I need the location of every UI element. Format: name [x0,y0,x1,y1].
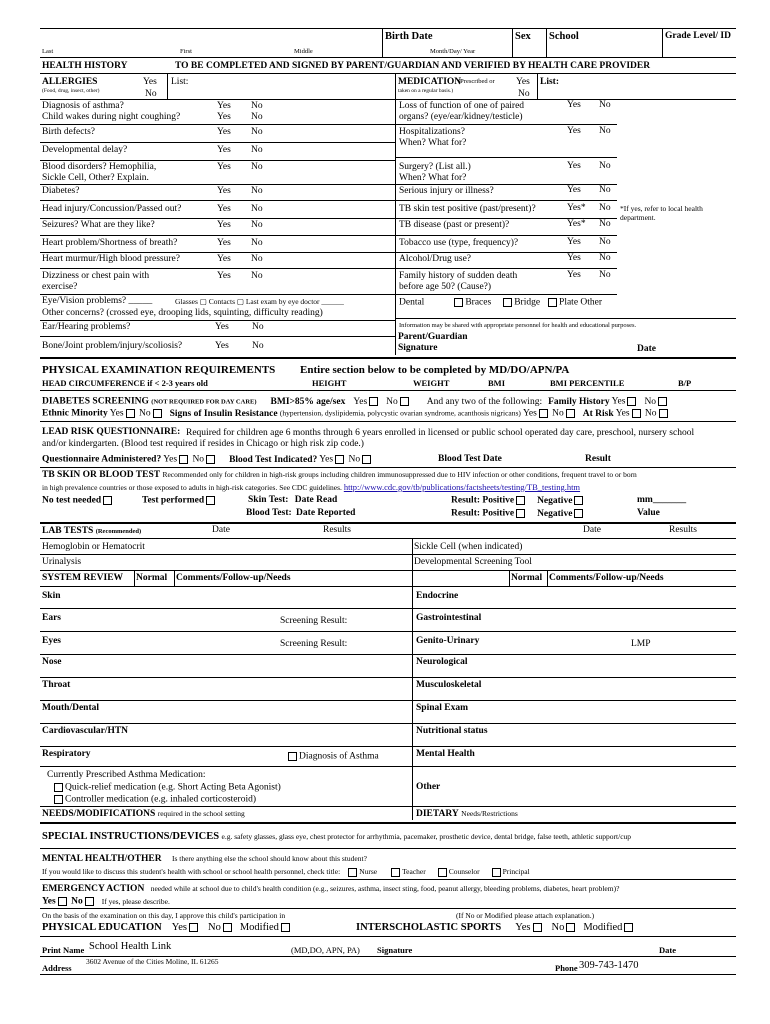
history-yes: Yes [567,161,581,171]
school-label: School [549,31,579,42]
history-no: No [599,203,611,213]
nurse-box[interactable] [348,868,357,877]
bmi85-yes-box[interactable] [369,397,378,406]
history-question: TB skin test positive (past/present)? [399,204,536,214]
history-question: Birth defects? [42,127,96,137]
allergies-sub: (Food, drug, insect, other) [42,88,100,94]
history-no: No [599,161,611,171]
history-no: No [251,220,263,230]
comments-header-2: Comments/Follow-up/Needs [549,573,664,583]
ethnic-row: Ethnic Minority Yes No Signs of Insulin Resistance (hypertension, dyslipidemia, polycystic ovarian syndrome, acanthosis nigricans) Yes No At Risk Yes No [42,409,670,419]
history-question: Loss of function of one of paired organs? (eye/ear/kidney/testicle) [399,101,525,122]
ethnic-no-box[interactable] [153,409,162,418]
q-admin-no-box[interactable] [206,455,215,464]
emergency-row2: Yes No If yes, please describe. [42,896,170,907]
history-question: Heart problem/Shortness of breath? [42,238,178,248]
performed-box[interactable] [206,496,215,505]
system-item: Gastrointestinal [416,613,482,623]
principal-box[interactable] [492,868,501,877]
bmi-pct-label: BMI PERCENTILE [550,378,625,388]
no-test-box[interactable] [103,496,112,505]
history-yes: Yes [217,220,231,230]
blood-test-date-label: Blood Test Date [438,454,502,464]
med-no: No [518,89,530,99]
risk-no-box[interactable] [659,409,668,418]
eye-options: Glasses ▢ Contacts ▢ Last exam by eye doctor ______ [175,297,344,306]
history-yes: Yes [217,127,231,137]
print-name-label: Print Name [42,945,85,955]
medication-sub: (Prescribed or [458,78,495,85]
ears-screening-label: Screening Result: [280,616,348,626]
blood-result-label: Result [585,454,611,464]
sex-label: Sex [515,31,531,42]
history-question: Serious injury or illness? [399,186,494,196]
system-item: Throat [42,680,71,690]
emergency-row: EMERGENCY ACTION needed while at school due to child's health condition (e.g., seizures, asthma, insect sting, food, peanut allergy, bleeding problems, diabetes, heart problem)? [42,884,620,894]
history-no: No [599,126,611,136]
system-item: Spinal Exam [416,703,469,713]
plate-checkbox[interactable] [548,298,557,307]
blood-result-row: Result: Positive Negative [451,509,585,519]
emergency-yes-box[interactable] [58,897,67,906]
sports-mod-box[interactable] [624,923,633,932]
footer-date-label: Date [659,945,676,955]
lab-results-header-2: Results [669,525,697,535]
teacher-box[interactable] [391,868,400,877]
history-no: No [251,271,263,281]
system-item: Respiratory [42,749,91,759]
history-question: Diagnosis of asthma? Child wakes during night coughing? [42,101,181,122]
history-question: TB disease (past or present)? [399,220,510,230]
system-item: Genito-Urinary [416,636,480,646]
address-value[interactable]: 3602 Avenue of the Cities Moline, IL 61265 [86,957,219,966]
pe-mod-box[interactable] [281,923,290,932]
history-question: Surgery? (List all.) When? What for? [399,162,471,183]
signature-label: Signature [377,945,413,955]
parent-signature-label: Parent/Guardian Signature [398,332,468,353]
test-performed-label: Test performed [142,496,217,506]
print-name-value[interactable]: School Health Link [89,941,172,952]
first-name-label: First [180,48,192,55]
history-no: No [251,186,263,196]
lead-questionnaire-row: Questionnaire Administered? Yes No Blood Test Indicated? Yes No [42,455,373,465]
eye-vision-label: Eye/Vision problems? _____ [42,296,153,306]
asthma-dx-box[interactable] [288,752,297,761]
blood-pos-box[interactable] [516,509,525,518]
history-no: No [251,162,263,172]
history-question: Alcohol/Drug use? [399,254,472,264]
history-question: Developmental delay? [42,145,128,155]
blood-ind-yes-box[interactable] [335,455,344,464]
phone-label: Phone [555,963,578,973]
history-yes: Yes [217,238,231,248]
history-question: Diabetes? [42,186,80,196]
system-item: Nutritional status [416,726,488,736]
q-admin-yes-box[interactable] [179,455,188,464]
ear-hearing-label: Ear/Hearing problems? [42,322,131,332]
system-item: Ears [42,613,61,623]
parent-date-label: Date [637,344,656,354]
history-question: Seizures? What are they like? [42,220,155,230]
phone-value[interactable]: 309-743-1470 [579,960,639,971]
history-yes: Yes* [567,219,586,229]
lab-results-header: Results [323,525,351,535]
history-no: No [599,100,611,110]
normal-header-2: Normal [511,573,543,583]
history-no: No [599,237,611,247]
hemo-label: Hemoglobin or Hematocrit [42,542,145,552]
allergy-yes: Yes [143,77,157,87]
history-question: Tobacco use (type, frequency)? [399,238,519,248]
history-no: No [599,185,611,195]
mdy-label: Month/Day/ Year [430,48,476,55]
ethnic-yes-box[interactable] [126,409,135,418]
lead-text: Required for children age 6 months through 6 years enrolled in licensed or public school operated day care, preschool, nursery school and/or kindergarten. (Blood test required if resides in Chicago or high risk zip code.) [42,428,695,449]
last-name-label: Last [42,48,54,55]
system-item: Nose [42,657,62,667]
other-system-label: Other [416,782,441,792]
history-no: No [251,145,263,155]
history-yes: Yes [217,145,231,155]
controller-row: Controller medication (e.g. inhaled corticosteroid) [52,795,256,805]
history-yes: Yes [217,254,231,264]
history-question: Head injury/Concussion/Passed out? [42,204,182,214]
medication-label: MEDICATION [398,77,462,87]
bone-joint-label: Bone/Joint problem/injury/scoliosis? [42,341,183,351]
value-label: Value [637,508,660,518]
history-yes: Yes [567,100,581,110]
height-label: HEIGHT [312,378,347,388]
ear-no: No [252,322,264,332]
bone-no: No [252,341,264,351]
sports-no-box[interactable] [566,923,575,932]
address-label: Address [42,963,72,973]
history-yes: Yes [567,185,581,195]
mental-row: MENTAL HEALTH/OTHER Is there anything else the school should know about this student? [42,854,367,864]
history-question: Dizziness or chest pain with exercise? [42,271,150,292]
dental-label: Dental Braces Bridge Plate Other [399,297,603,308]
med-yes: Yes [516,77,530,87]
normal-header: Normal [136,573,168,583]
ear-yes: Yes [215,322,229,332]
lmp-label: LMP [631,639,651,649]
bp-label: B/P [678,378,692,388]
bridge-checkbox[interactable] [503,298,512,307]
grade-label: Grade Level/ ID [665,31,731,41]
bmi85-no-box[interactable] [400,397,409,406]
bone-yes: Yes [215,341,229,351]
pe-title: PHYSICAL EXAMINATION REQUIREMENTS [42,364,276,376]
needs-label: NEEDS/MODIFICATIONS required in the school setting [42,809,245,819]
system-review-title: SYSTEM REVIEW [42,573,124,583]
skin-neg-box[interactable] [574,496,583,505]
emergency-no-box[interactable] [85,897,94,906]
fam-hist-no-box[interactable] [658,397,667,406]
asthma-med-label: Currently Prescribed Asthma Medication: [47,770,206,780]
history-no: No [251,204,263,214]
braces-checkbox[interactable] [454,298,463,307]
mental-row2: If you would like to discuss this student's health with school or school health personnel, check title: Nurse Teacher Counselor Principal [42,867,530,877]
system-item: Cardiovascular/HTN [42,726,129,736]
other-concerns-label: Other concerns? (crossed eye, drooping lids, squinting, difficulty reading) [42,308,323,318]
sports-yes-box[interactable] [533,923,542,932]
pe-subtitle: Entire section below to be completed by MD/DO/APN/PA [300,364,570,376]
lab-date-header: Date [212,525,230,535]
history-no: No No [251,101,263,122]
asthma-dx-row: Diagnosis of Asthma [286,752,379,762]
history-yes: Yes Yes [217,101,231,122]
allergies-label: ALLERGIES [42,77,98,87]
history-yes: Yes [217,204,231,214]
weight-label: WEIGHT [413,378,450,388]
pe-no-box[interactable] [223,923,232,932]
skin-result-row: Result: Positive Negative [451,496,585,506]
history-no: No [251,127,263,137]
urinalysis-label: Urinalysis [42,557,82,567]
history-banner: TO BE COMPLETED AND SIGNED BY PARENT/GUARDIAN AND VERIFIED BY HEALTH CARE PROVIDER [175,61,651,71]
history-no: No [599,270,611,280]
dietary-label: DIETARY Needs/Restrictions [416,809,518,819]
medication-sub2: taken on a regular basis.) [398,88,454,94]
eyes-screening-label: Screening Result: [280,639,348,649]
controller-box[interactable] [54,795,63,804]
allergy-list-label: List: [171,77,189,87]
system-item: Mental Health [416,749,475,759]
history-question: Hospitalizations? When? What for? [399,127,467,148]
mm-label: mm_______ [637,495,687,505]
history-question: Heart murmur/High blood pressure? [42,254,180,264]
comments-header: Comments/Follow-up/Needs [176,573,291,583]
history-yes: Yes [567,237,581,247]
allergy-no: No [145,89,157,99]
pe-approval-row: PHYSICAL EDUCATION Yes No Modified [42,923,292,934]
history-yes: Yes [567,253,581,263]
med-list-label: List: [540,77,559,87]
special-row: SPECIAL INSTRUCTIONS/DEVICES e.g. safety glasses, glass eye, chest protector for arrhythmia, pacemaker, prosthetic device, dental bridge, false teeth, athletic support/cup [42,831,632,842]
diabetes-row: DIABETES SCREENING (NOT REQUIRED FOR DAY CARE) BMI>85% age/sex Yes No And any two of the following: Family History Yes No [42,397,669,407]
head-circ-label: HEAD CIRCUMFERENCE if < 2-3 years old [42,378,208,388]
no-test-label: No test needed [42,496,114,506]
history-no: No [251,238,263,248]
fam-hist-yes-box[interactable] [627,397,636,406]
system-item: Endocrine [416,591,459,601]
quick-relief-row: Quick-relief medication (e.g. Short Acting Beta Agonist) [52,783,281,793]
system-item: Mouth/Dental [42,703,99,713]
tb-referral-note: *If yes, refer to local health department. [620,204,703,222]
cdc-tb-link[interactable]: http://www.cdc.gov/tb/publications/factsheets/testing/TB_testing.htm [343,482,581,492]
md-label: (MD,DO, APN, PA) [291,945,360,955]
lab-date-header-2: Date [583,525,601,535]
lab-title: LAB TESTS (Recommended) [42,526,142,536]
blood-test-label: Blood Test: Date Reported [246,508,356,518]
history-no: No [599,219,611,229]
info-share-note: Information may be shared with appropriate personnel for health and educational purposes. [399,322,637,329]
quick-relief-box[interactable] [54,783,63,792]
system-item: Neurological [416,657,468,667]
history-yes: Yes* [567,203,586,213]
middle-name-label: Middle [294,48,313,55]
blood-neg-box[interactable] [574,509,583,518]
approval-if-no: (If No or Modified please attach explanation.) [456,911,595,920]
system-item: Eyes [42,636,61,646]
history-yes: Yes [217,162,231,172]
counselor-box[interactable] [438,868,447,877]
approval-basis: On the basis of the examination on this day, I approve this child's participation in [42,911,286,920]
history-question: Family history of sudden death before age 50? (Cause?) [399,271,518,292]
history-yes: Yes [217,186,231,196]
system-item: Musculoskeletal [416,680,482,690]
skin-test-label: Skin Test: Date Read [248,495,338,505]
risk-yes-box[interactable] [632,409,641,418]
system-item: Skin [42,591,61,601]
history-no: No [251,254,263,264]
bmi-label: BMI [488,378,505,388]
tb-row2: in high prevalence countries or those exposed to adults in high-risk categories. See CDC guidelines. http://www.cdc.gov/tb/publications/factsheets/testing/TB_testing.htm [42,482,581,492]
history-yes: Yes [567,126,581,136]
pe-yes-box[interactable] [189,923,198,932]
insulin-no-box[interactable] [566,409,575,418]
insulin-yes-box[interactable] [539,409,548,418]
history-yes: Yes [567,270,581,280]
tb-row: TB SKIN OR BLOOD TEST Recommended only for children in high-risk groups including children immunosuppressed due to HIV infection or other conditions, frequent travel to or born [42,470,637,480]
history-yes: Yes [217,271,231,281]
history-question: Blood disorders? Hemophilia, Sickle Cell, Other? Explain. [42,162,157,183]
sickle-label: Sickle Cell (when indicated) [414,542,523,552]
birth-date-label: Birth Date [385,31,433,42]
sports-approval-row: INTERSCHOLASTIC SPORTS Yes No Modified [356,923,635,934]
lead-title: LEAD RISK QUESTIONNAIRE: [42,427,181,437]
blood-ind-no-box[interactable] [362,455,371,464]
skin-pos-box[interactable] [516,496,525,505]
dev-screen-label: Developmental Screening Tool [414,557,532,567]
history-no: No [599,253,611,263]
health-history-title: HEALTH HISTORY [42,61,128,71]
